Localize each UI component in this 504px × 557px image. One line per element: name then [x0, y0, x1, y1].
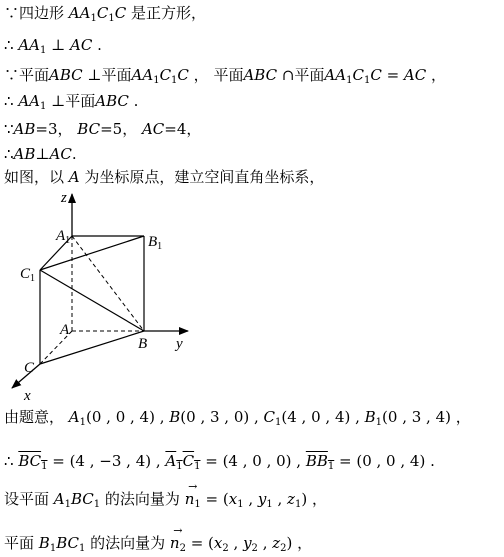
prism-coordinate-figure: [0, 188, 210, 408]
proof-line-7: 如图，以 A 为坐标原点，建立空间直角坐标系，: [4, 168, 325, 186]
label-a: A: [60, 322, 70, 338]
edge-c1b: [40, 270, 144, 331]
edge-a1b: [72, 236, 144, 331]
proof-line-5: ∵AB=3， BC=5， AC=4，: [4, 120, 202, 138]
label-c1: $C_1$: [20, 266, 36, 284]
label-z: z: [61, 190, 67, 206]
proof-line-9: ∴ $BC_1 = (4$ , −3 , 4) , $A_1C_1 = (4$ , 0 , 0) , $BB_1 = (0$ , 0 , 4) .: [4, 452, 435, 472]
proof-line-3: ∵平面ABC ⊥平面$AA_1C_1C$ ， 平面ABC ∩平面$AA_1C_1C$ = AC ，: [4, 66, 447, 86]
label-a1: $A_1$: [56, 228, 71, 246]
label-x: x: [24, 388, 31, 404]
proof-line-2: ∴ $AA_1$ ⊥ AC .: [4, 36, 102, 56]
proof-line-1: ∵四边形 $AA_1C_1C$ 是正方形，: [4, 4, 206, 24]
proof-line-11: 平面 $B_1BC_1$ 的法向量为 → $n_2 = (x_2$ , $y_2$ , $z_2$) ，: [4, 534, 312, 557]
label-y: y: [176, 336, 183, 352]
proof-line-4: ∴ $AA_1$ ⊥平面ABC .: [4, 92, 139, 112]
proof-line-6: ∴AB⊥AC.: [4, 145, 77, 163]
label-b: B: [138, 336, 148, 352]
label-c: C: [24, 360, 35, 376]
label-b1: $B_1$: [148, 234, 163, 252]
proof-line-10: 设平面 $A_1BC_1$ 的法向量为 → $n_1 = (x_1$ , $y_1$ , $z_1$) ，: [4, 490, 327, 514]
proof-line-8: 由题意， $A_1(0$ , 0 , 4) , B(0 , 3 , 0) , $C_1(4$ , 0 , 4) , $B_1(0$ , 3 , 4) ，: [4, 408, 471, 428]
